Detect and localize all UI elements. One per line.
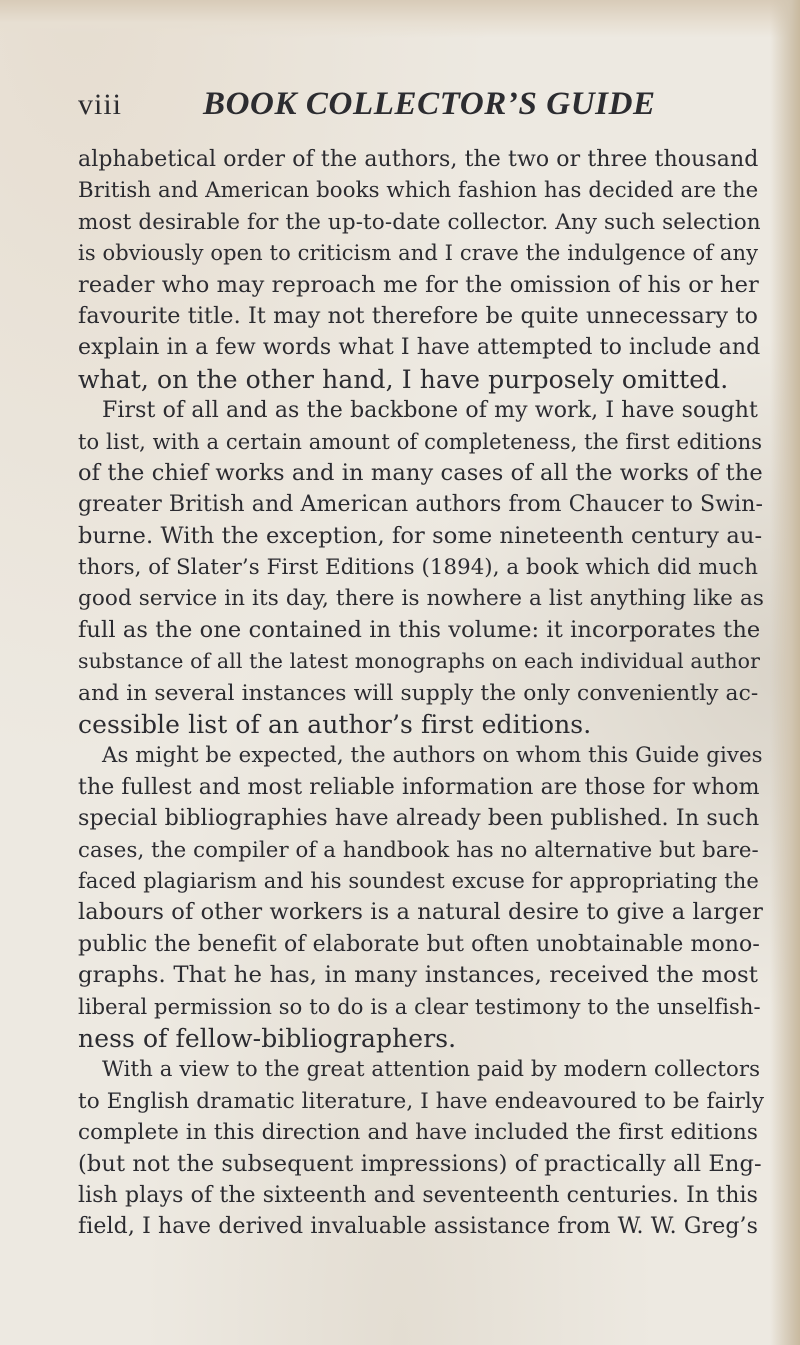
running-head [78,84,758,128]
text-line: favourite title. It may not therefore be quite unnecessary to [78,302,758,329]
text-line: With a view to the great attention paid by modern collectors [102,1057,761,1083]
text-line: public the benefit of elaborate but often unobtainable mono- [78,931,760,957]
text-line: labours of other workers is a natural desire to give a larger [78,899,763,926]
text-line: cases, the compiler of a handbook has no alternative but bare- [78,837,759,863]
page-top-shadow [0,0,800,38]
text-line: good service in its day, there is nowhere a list anything like as [78,586,764,612]
text-line: burne. With the exception, for some nineteenth century au- [78,522,763,549]
running-title: BOOK COLLECTOR’S GUIDE [203,86,656,122]
text-line: thors, of Slater’s First Editions (1894), a book which did much [78,555,758,581]
page-number: viii [78,88,123,121]
body-text [78,144,765,1243]
text-line: is obviously open to criticism and I crave the indulgence of any [78,241,759,266]
text-line: special bibliographies have already been published. In such [78,805,760,832]
text-line: complete in this direction and have included the first editions [78,1120,758,1146]
page-right-edge [770,0,800,1345]
text-line: liberal permission so to do is a clear testimony to the unselfish- [78,994,761,1019]
text-line: As might be expected, the authors on whom this Guide gives [102,743,763,769]
text-line: lish plays of the sixteenth and seventeenth centuries. In this [78,1182,758,1208]
text-line: greater British and American authors from Chaucer to Swin- [78,492,764,518]
text-line: and in several instances will supply the only conveniently ac- [78,680,759,706]
text-line: the fullest and most reliable information are those for whom [78,774,760,800]
text-line: most desirable for the up-to-date collector. Any such selection [78,209,761,235]
text-line: alphabetical order of the authors, the two or three thousand [78,147,759,172]
text-line: what, on the other hand, I have purposely omitted. [78,364,729,394]
text-line: field, I have derived invaluable assistance from W. W. Greg’s [78,1214,758,1240]
text-line: (but not the subsequent impressions) of practically all Eng- [78,1150,762,1177]
text-line: reader who may reproach me for the omission of his or her [78,271,759,298]
text-line: cessible list of an author’s first editions. [78,710,592,740]
text-line: explain in a few words what I have attempted to include and [78,335,761,361]
text-line: ness of fellow-bibliographers. [78,1023,457,1053]
text-line: to list, with a certain amount of completeness, the first editions [78,429,763,454]
text-line: faced plagiarism and his soundest excuse for appropriating the [78,868,759,893]
text-line: graphs. That he has, in many instances, received the most [78,962,758,989]
text-line: British and American books which fashion has decided are the [78,178,759,204]
text-line: to English dramatic literature, I have endeavoured to be fairly [78,1088,765,1114]
text-line: full as the one contained in this volume: it incorporates the [78,616,761,643]
text-line: substance of all the latest monographs on each individual author [78,649,761,674]
text-line: First of all and as the backbone of my work, I have sought [102,398,758,424]
text-line: of the chief works and in many cases of all the works of the [78,459,763,486]
